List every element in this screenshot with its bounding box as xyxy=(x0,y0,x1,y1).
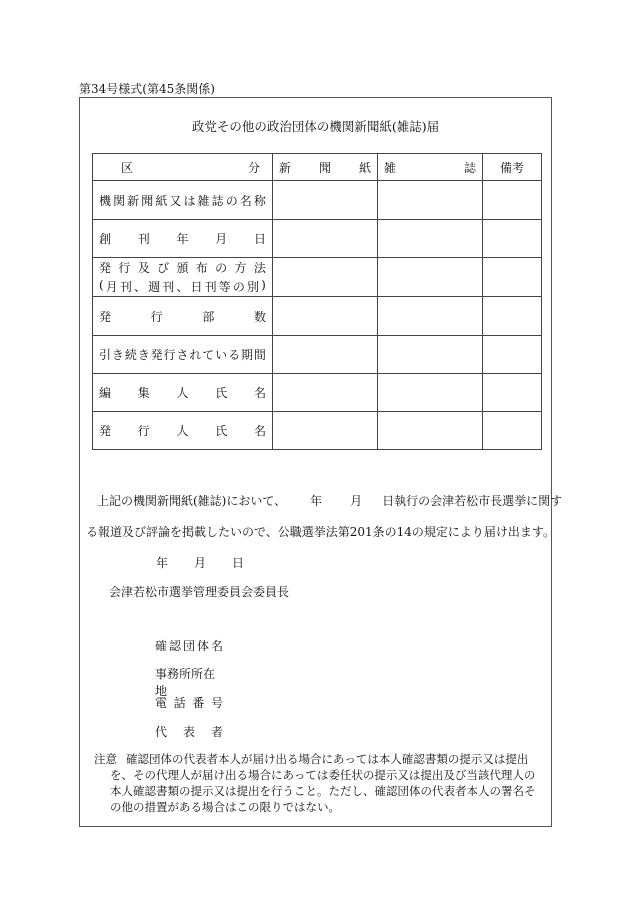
table-row xyxy=(93,336,542,374)
row-label xyxy=(93,258,273,297)
newspaper-cell[interactable] xyxy=(273,258,378,297)
statement-month: 月 xyxy=(350,494,363,508)
table-row xyxy=(93,181,542,220)
header-category xyxy=(93,154,273,181)
row-label-text: 創 刊 年 月 日 xyxy=(99,232,266,246)
statement-text-2: 日執行の会津若松市長選挙に関す xyxy=(382,494,563,508)
date-line xyxy=(156,554,244,571)
note-head: 注意 xyxy=(94,752,117,766)
remarks-cell[interactable] xyxy=(483,220,542,258)
row-label-text: 発 行 部 数 xyxy=(99,309,266,324)
newspaper-cell[interactable] xyxy=(273,336,378,374)
row-label xyxy=(93,181,273,220)
row-label-text: 引 き 続 き 発 行 さ れ て い る 期 間 xyxy=(99,348,266,362)
note-line-1: 確認団体の代表者本人が届け出る場合にあっては本人確認書類の提示又は提出 xyxy=(126,752,529,766)
newspaper-cell[interactable] xyxy=(273,412,378,450)
magazine-cell[interactable] xyxy=(378,181,483,220)
note-line-2: を、その代理人が届け出る場合にあっては委任状の提示又は提出及び当該代理人の xyxy=(110,768,536,782)
newspaper-cell[interactable] xyxy=(273,220,378,258)
header-magazine xyxy=(378,154,483,181)
row-label xyxy=(93,412,273,450)
remarks-cell[interactable] xyxy=(483,297,542,336)
note-line-4: の他の措置がある場合はこの限りではない。 xyxy=(110,800,340,814)
magazine-cell[interactable] xyxy=(378,412,483,450)
table-header-row xyxy=(93,154,542,181)
table-row xyxy=(93,258,542,297)
remarks-cell[interactable] xyxy=(483,336,542,374)
row-label-text: 発 行 人 氏 名 xyxy=(99,424,266,438)
row-label xyxy=(93,374,273,412)
remarks-cell[interactable] xyxy=(483,412,542,450)
statement-year: 年 xyxy=(310,494,323,508)
date-year: 年 xyxy=(156,556,169,570)
note-block xyxy=(94,751,549,815)
remarks-cell[interactable] xyxy=(483,258,542,297)
header-newspaper-text: 新 聞 紙 xyxy=(279,160,371,175)
registrant-representative: 代 表 者 xyxy=(155,725,223,739)
registrant-group-name: 確 認 団 体 名 xyxy=(155,639,223,653)
table-row xyxy=(93,220,542,258)
magazine-cell[interactable] xyxy=(378,258,483,297)
addressee: 会津若松市選挙管理委員会委員長 xyxy=(109,585,290,599)
newspaper-cell[interactable] xyxy=(273,374,378,412)
statement-text-1: 上記の機関新聞紙(雑誌)において、 xyxy=(97,494,287,508)
registrant-office-location: 事務所所在地 xyxy=(155,667,216,698)
form-title: 政党その他の政治団体の機関新聞紙(雑誌)届 xyxy=(191,119,440,134)
header-remarks: 備考 xyxy=(483,154,542,181)
header-magazine-text: 雑 誌 xyxy=(384,160,476,175)
row-label xyxy=(93,336,273,374)
row-label xyxy=(93,220,273,258)
header-newspaper xyxy=(273,154,378,181)
note-line-3: 本人確認書類の提示又は提出を行うこと。ただし、確認団体の代表者本人の署名そ xyxy=(110,784,536,798)
magazine-cell[interactable] xyxy=(378,220,483,258)
registration-table xyxy=(92,153,542,450)
remarks-cell[interactable] xyxy=(483,181,542,220)
table-row xyxy=(93,297,542,336)
row-sublabel-text: ( 月 刊 、 週 刊 、 日 刊 等 の 別 ) xyxy=(99,278,266,294)
statement-line-2: る報道及び評論を掲載したいので、公職選挙法第201条の14の規定により届け出ます。 xyxy=(86,525,555,539)
header-category-text: 区 分 xyxy=(121,160,260,175)
row-label-text: 編 集 人 氏 名 xyxy=(99,386,266,400)
registrant-phone: 電 話 番 号 xyxy=(155,696,223,710)
magazine-cell[interactable] xyxy=(378,374,483,412)
table-row xyxy=(93,374,542,412)
row-label-text: 機 関 新 聞 紙 又 は 雑 誌 の 名 称 xyxy=(99,193,266,208)
form-number: 第34号様式(第45条関係) xyxy=(79,82,215,96)
magazine-cell[interactable] xyxy=(378,336,483,374)
date-month: 月 xyxy=(194,556,207,570)
row-label-text: 発 行 及 び 頒 布 の 方 法 xyxy=(99,261,266,275)
statement-line-1 xyxy=(97,492,562,509)
form-frame xyxy=(79,97,563,827)
row-label xyxy=(93,297,273,336)
newspaper-cell[interactable] xyxy=(273,181,378,220)
newspaper-cell[interactable] xyxy=(273,297,378,336)
date-day: 日 xyxy=(232,556,245,570)
magazine-cell[interactable] xyxy=(378,297,483,336)
table-row xyxy=(93,412,542,450)
remarks-cell[interactable] xyxy=(483,374,542,412)
